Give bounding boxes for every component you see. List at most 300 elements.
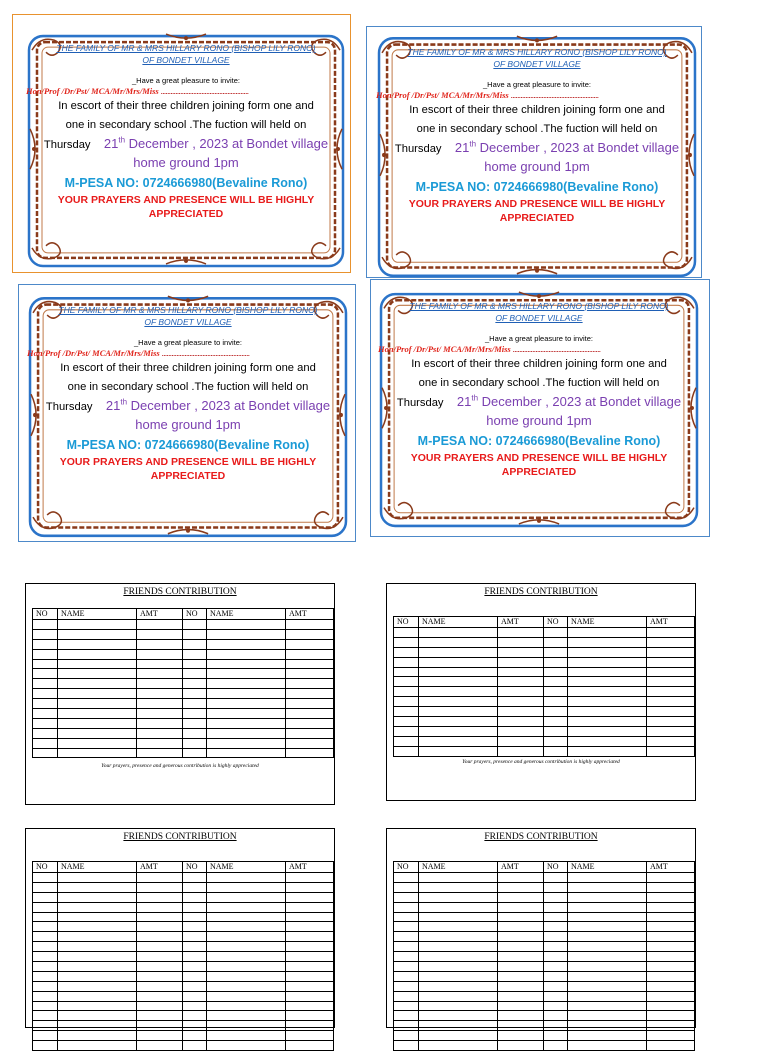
cell-no[interactable] [544,892,568,902]
cell-no[interactable] [544,902,568,912]
cell-name[interactable] [207,962,286,972]
cell-name[interactable] [58,991,137,1001]
cell-no[interactable] [544,912,568,922]
cell-no[interactable] [183,902,207,912]
cell-amt[interactable] [498,882,544,892]
cell-name[interactable] [419,746,498,756]
cell-name[interactable] [58,962,137,972]
cell-amt[interactable] [137,649,183,659]
cell-amt[interactable] [137,942,183,952]
cell-amt[interactable] [498,1031,544,1041]
cell-name[interactable] [419,922,498,932]
cell-no[interactable] [33,873,58,883]
cell-no[interactable] [183,718,207,728]
cell-amt[interactable] [498,892,544,902]
cell-amt[interactable] [137,952,183,962]
cell-amt[interactable] [647,981,695,991]
cell-no[interactable] [33,971,58,981]
cell-amt[interactable] [498,677,544,687]
cell-no[interactable] [544,981,568,991]
cell-no[interactable] [183,689,207,699]
cell-no[interactable] [183,971,207,981]
cell-amt[interactable] [137,1021,183,1031]
cell-no[interactable] [183,873,207,883]
cell-name[interactable] [207,952,286,962]
cell-name[interactable] [58,1041,137,1051]
cell-amt[interactable] [286,649,334,659]
cell-amt[interactable] [137,1031,183,1041]
cell-amt[interactable] [137,1011,183,1021]
cell-name[interactable] [207,620,286,630]
cell-no[interactable] [544,1011,568,1021]
cell-name[interactable] [419,981,498,991]
cell-no[interactable] [394,932,419,942]
cell-no[interactable] [394,707,419,717]
cell-amt[interactable] [647,1031,695,1041]
cell-no[interactable] [33,942,58,952]
cell-no[interactable] [394,1021,419,1031]
cell-name[interactable] [58,699,137,709]
cell-no[interactable] [183,669,207,679]
cell-name[interactable] [568,1031,647,1041]
cell-amt[interactable] [137,991,183,1001]
cell-no[interactable] [183,649,207,659]
cell-amt[interactable] [498,902,544,912]
cell-name[interactable] [419,962,498,972]
cell-amt[interactable] [137,912,183,922]
cell-no[interactable] [394,952,419,962]
cell-no[interactable] [183,892,207,902]
cell-amt[interactable] [647,952,695,962]
cell-no[interactable] [544,726,568,736]
cell-name[interactable] [568,912,647,922]
cell-amt[interactable] [286,629,334,639]
cell-no[interactable] [544,697,568,707]
cell-amt[interactable] [137,669,183,679]
cell-name[interactable] [58,659,137,669]
cell-name[interactable] [568,736,647,746]
cell-name[interactable] [207,709,286,719]
cell-no[interactable] [544,991,568,1001]
cell-amt[interactable] [137,718,183,728]
cell-no[interactable] [544,677,568,687]
cell-amt[interactable] [498,1041,544,1051]
cell-amt[interactable] [647,647,695,657]
cell-amt[interactable] [647,912,695,922]
cell-name[interactable] [58,892,137,902]
cell-no[interactable] [183,962,207,972]
cell-name[interactable] [419,717,498,727]
cell-amt[interactable] [498,637,544,647]
cell-name[interactable] [568,717,647,727]
cell-amt[interactable] [137,882,183,892]
cell-name[interactable] [568,1041,647,1051]
cell-name[interactable] [58,669,137,679]
cell-no[interactable] [33,1031,58,1041]
cell-amt[interactable] [498,942,544,952]
cell-no[interactable] [183,882,207,892]
cell-no[interactable] [33,718,58,728]
cell-amt[interactable] [498,1001,544,1011]
cell-no[interactable] [183,679,207,689]
cell-name[interactable] [419,736,498,746]
cell-amt[interactable] [286,981,334,991]
cell-name[interactable] [58,971,137,981]
cell-amt[interactable] [286,922,334,932]
cell-amt[interactable] [286,748,334,758]
cell-name[interactable] [419,677,498,687]
cell-name[interactable] [568,902,647,912]
cell-no[interactable] [544,1031,568,1041]
cell-amt[interactable] [498,952,544,962]
cell-name[interactable] [207,669,286,679]
cell-no[interactable] [394,873,419,883]
cell-name[interactable] [58,649,137,659]
cell-name[interactable] [419,726,498,736]
cell-no[interactable] [183,942,207,952]
cell-no[interactable] [183,709,207,719]
cell-amt[interactable] [286,932,334,942]
cell-no[interactable] [394,628,419,638]
cell-amt[interactable] [498,697,544,707]
cell-no[interactable] [544,932,568,942]
cell-amt[interactable] [647,707,695,717]
cell-name[interactable] [207,922,286,932]
cell-name[interactable] [58,1021,137,1031]
cell-no[interactable] [33,912,58,922]
cell-amt[interactable] [137,1041,183,1051]
cell-no[interactable] [33,962,58,972]
cell-no[interactable] [544,736,568,746]
cell-name[interactable] [207,981,286,991]
cell-amt[interactable] [647,717,695,727]
cell-no[interactable] [394,667,419,677]
cell-no[interactable] [33,728,58,738]
cell-no[interactable] [544,707,568,717]
cell-name[interactable] [419,902,498,912]
cell-amt[interactable] [137,981,183,991]
cell-name[interactable] [207,932,286,942]
cell-name[interactable] [419,932,498,942]
cell-no[interactable] [33,629,58,639]
cell-name[interactable] [419,667,498,677]
cell-amt[interactable] [286,728,334,738]
cell-amt[interactable] [137,971,183,981]
cell-amt[interactable] [498,873,544,883]
cell-no[interactable] [544,952,568,962]
cell-amt[interactable] [647,971,695,981]
cell-no[interactable] [544,882,568,892]
cell-name[interactable] [568,1011,647,1021]
cell-name[interactable] [58,620,137,630]
cell-amt[interactable] [647,962,695,972]
cell-name[interactable] [58,932,137,942]
cell-no[interactable] [394,657,419,667]
cell-amt[interactable] [498,736,544,746]
cell-no[interactable] [544,637,568,647]
cell-amt[interactable] [286,620,334,630]
cell-name[interactable] [207,699,286,709]
cell-name[interactable] [419,952,498,962]
cell-name[interactable] [207,689,286,699]
cell-no[interactable] [33,1011,58,1021]
cell-no[interactable] [544,647,568,657]
cell-name[interactable] [568,667,647,677]
cell-no[interactable] [33,922,58,932]
cell-no[interactable] [394,697,419,707]
cell-amt[interactable] [647,657,695,667]
cell-no[interactable] [183,981,207,991]
cell-name[interactable] [207,728,286,738]
cell-amt[interactable] [647,922,695,932]
cell-name[interactable] [207,912,286,922]
cell-name[interactable] [58,738,137,748]
cell-name[interactable] [58,1031,137,1041]
cell-name[interactable] [207,1001,286,1011]
cell-amt[interactable] [498,1011,544,1021]
cell-name[interactable] [419,687,498,697]
cell-no[interactable] [33,639,58,649]
cell-no[interactable] [33,1021,58,1031]
cell-amt[interactable] [647,942,695,952]
cell-amt[interactable] [498,726,544,736]
cell-amt[interactable] [647,1021,695,1031]
cell-name[interactable] [419,647,498,657]
cell-name[interactable] [207,748,286,758]
cell-amt[interactable] [647,667,695,677]
cell-no[interactable] [544,922,568,932]
cell-no[interactable] [183,748,207,758]
cell-no[interactable] [394,942,419,952]
cell-no[interactable] [394,922,419,932]
cell-no[interactable] [33,689,58,699]
cell-name[interactable] [58,1001,137,1011]
cell-name[interactable] [207,971,286,981]
cell-name[interactable] [568,962,647,972]
cell-no[interactable] [33,991,58,1001]
cell-amt[interactable] [498,981,544,991]
cell-amt[interactable] [647,697,695,707]
cell-amt[interactable] [286,962,334,972]
cell-name[interactable] [419,637,498,647]
cell-name[interactable] [58,639,137,649]
cell-amt[interactable] [286,709,334,719]
cell-amt[interactable] [137,873,183,883]
cell-no[interactable] [544,628,568,638]
cell-name[interactable] [58,952,137,962]
cell-name[interactable] [207,991,286,1001]
cell-no[interactable] [33,902,58,912]
cell-amt[interactable] [498,746,544,756]
cell-no[interactable] [183,639,207,649]
cell-name[interactable] [568,628,647,638]
cell-no[interactable] [544,1041,568,1051]
cell-amt[interactable] [137,689,183,699]
cell-name[interactable] [58,629,137,639]
cell-name[interactable] [568,882,647,892]
cell-name[interactable] [568,971,647,981]
cell-amt[interactable] [647,746,695,756]
cell-amt[interactable] [137,620,183,630]
cell-name[interactable] [568,647,647,657]
cell-amt[interactable] [137,699,183,709]
cell-no[interactable] [394,687,419,697]
cell-name[interactable] [207,942,286,952]
cell-amt[interactable] [498,932,544,942]
cell-name[interactable] [568,892,647,902]
cell-amt[interactable] [647,726,695,736]
cell-amt[interactable] [647,736,695,746]
cell-name[interactable] [419,971,498,981]
cell-amt[interactable] [498,912,544,922]
cell-amt[interactable] [286,942,334,952]
cell-no[interactable] [394,981,419,991]
cell-no[interactable] [544,1021,568,1031]
cell-no[interactable] [394,647,419,657]
cell-no[interactable] [544,687,568,697]
cell-name[interactable] [419,628,498,638]
cell-no[interactable] [394,882,419,892]
cell-name[interactable] [419,1041,498,1051]
cell-name[interactable] [207,902,286,912]
cell-name[interactable] [568,697,647,707]
cell-name[interactable] [58,882,137,892]
cell-amt[interactable] [137,629,183,639]
cell-no[interactable] [394,1011,419,1021]
cell-name[interactable] [568,952,647,962]
cell-name[interactable] [207,738,286,748]
cell-amt[interactable] [286,639,334,649]
cell-amt[interactable] [498,971,544,981]
cell-name[interactable] [568,637,647,647]
cell-no[interactable] [183,1001,207,1011]
cell-amt[interactable] [498,922,544,932]
cell-name[interactable] [58,1011,137,1021]
cell-name[interactable] [207,639,286,649]
cell-amt[interactable] [498,707,544,717]
cell-name[interactable] [207,882,286,892]
cell-no[interactable] [544,1001,568,1011]
cell-name[interactable] [207,1031,286,1041]
cell-no[interactable] [544,657,568,667]
cell-name[interactable] [568,726,647,736]
cell-amt[interactable] [647,687,695,697]
cell-amt[interactable] [137,1001,183,1011]
cell-amt[interactable] [286,873,334,883]
cell-name[interactable] [419,942,498,952]
cell-amt[interactable] [286,1041,334,1051]
cell-name[interactable] [58,922,137,932]
cell-name[interactable] [419,991,498,1001]
cell-no[interactable] [544,942,568,952]
cell-no[interactable] [33,649,58,659]
cell-amt[interactable] [647,932,695,942]
cell-name[interactable] [419,1011,498,1021]
cell-name[interactable] [568,1021,647,1031]
cell-amt[interactable] [647,1041,695,1051]
cell-no[interactable] [33,882,58,892]
cell-no[interactable] [33,1001,58,1011]
cell-name[interactable] [568,707,647,717]
cell-amt[interactable] [498,628,544,638]
cell-amt[interactable] [286,882,334,892]
cell-name[interactable] [58,748,137,758]
cell-no[interactable] [183,1041,207,1051]
cell-name[interactable] [419,1021,498,1031]
cell-no[interactable] [33,981,58,991]
cell-no[interactable] [183,620,207,630]
cell-no[interactable] [183,1031,207,1041]
cell-no[interactable] [394,1041,419,1051]
cell-name[interactable] [568,991,647,1001]
cell-amt[interactable] [137,748,183,758]
cell-amt[interactable] [286,699,334,709]
cell-name[interactable] [419,1031,498,1041]
cell-amt[interactable] [137,922,183,932]
cell-name[interactable] [419,873,498,883]
cell-name[interactable] [419,882,498,892]
cell-no[interactable] [394,962,419,972]
cell-no[interactable] [394,726,419,736]
cell-amt[interactable] [286,659,334,669]
cell-name[interactable] [207,659,286,669]
cell-amt[interactable] [137,709,183,719]
cell-amt[interactable] [137,659,183,669]
cell-no[interactable] [183,738,207,748]
cell-no[interactable] [394,677,419,687]
cell-amt[interactable] [286,902,334,912]
cell-name[interactable] [207,1011,286,1021]
cell-name[interactable] [207,629,286,639]
cell-name[interactable] [568,873,647,883]
cell-name[interactable] [568,981,647,991]
cell-name[interactable] [568,687,647,697]
cell-name[interactable] [58,942,137,952]
cell-name[interactable] [419,707,498,717]
cell-name[interactable] [568,746,647,756]
cell-amt[interactable] [498,962,544,972]
cell-no[interactable] [183,912,207,922]
cell-amt[interactable] [647,882,695,892]
cell-amt[interactable] [286,679,334,689]
cell-name[interactable] [207,679,286,689]
cell-name[interactable] [58,679,137,689]
cell-name[interactable] [568,677,647,687]
cell-name[interactable] [419,697,498,707]
cell-no[interactable] [33,932,58,942]
cell-amt[interactable] [498,657,544,667]
cell-amt[interactable] [286,991,334,1001]
cell-name[interactable] [58,902,137,912]
cell-amt[interactable] [286,718,334,728]
cell-no[interactable] [394,1031,419,1041]
cell-no[interactable] [183,952,207,962]
cell-amt[interactable] [647,628,695,638]
cell-no[interactable] [544,962,568,972]
cell-no[interactable] [183,922,207,932]
cell-no[interactable] [33,659,58,669]
cell-amt[interactable] [137,892,183,902]
cell-amt[interactable] [286,1001,334,1011]
cell-name[interactable] [419,657,498,667]
cell-no[interactable] [33,669,58,679]
cell-amt[interactable] [286,1031,334,1041]
cell-no[interactable] [394,991,419,1001]
cell-amt[interactable] [498,1021,544,1031]
cell-name[interactable] [58,912,137,922]
cell-amt[interactable] [647,991,695,1001]
cell-no[interactable] [394,736,419,746]
